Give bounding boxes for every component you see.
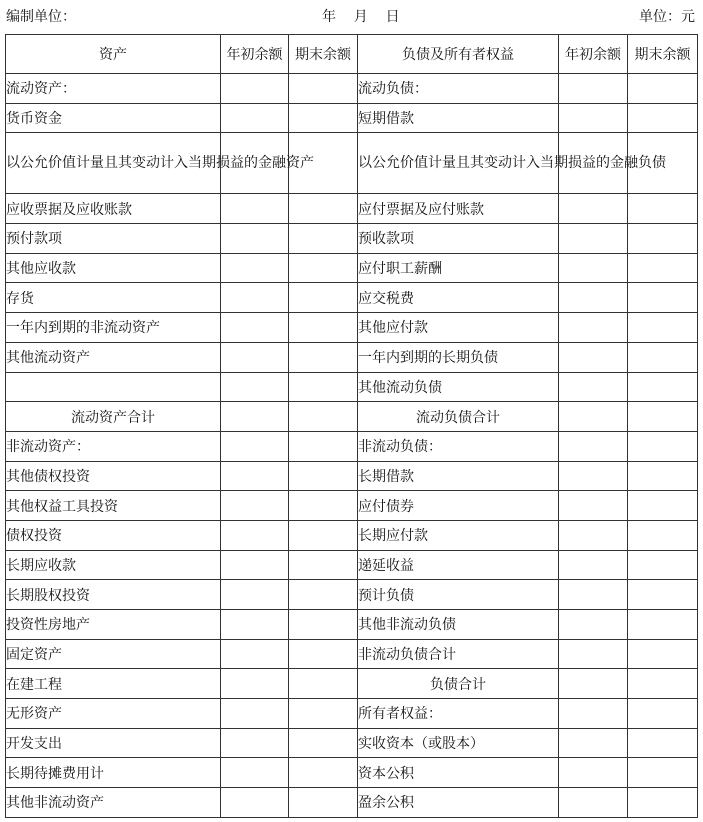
liability-closing-cell (628, 283, 698, 313)
asset-item-label: 以公允价值计量且其变动计入当期损益的金融资产 (6, 133, 221, 194)
asset-opening-cell (221, 74, 289, 104)
table-row (6, 788, 698, 818)
liability-closing-cell (628, 402, 698, 432)
table-row (6, 610, 698, 640)
liability-item-label: 负债合计 (358, 669, 559, 699)
asset-opening-cell (221, 194, 289, 224)
asset-opening-cell (221, 520, 289, 550)
liability-item-label: 应交税费 (358, 283, 559, 313)
asset-item-label: 长期待摊费用计 (6, 758, 221, 788)
table-row (6, 431, 698, 461)
asset-item-label: 一年内到期的非流动资产 (6, 313, 221, 343)
table-row (6, 224, 698, 254)
asset-item-label: 在建工程 (6, 669, 221, 699)
asset-opening-cell (221, 461, 289, 491)
table-row (6, 342, 698, 372)
column-header-opening-balance: 年初余额 (559, 35, 628, 74)
table-row (6, 74, 698, 104)
date-label: 年 月 日 (322, 9, 400, 25)
asset-item-label: 长期股权投资 (6, 580, 221, 610)
asset-opening-cell (221, 224, 289, 254)
asset-closing-cell (289, 194, 358, 224)
liability-item-label: 长期借款 (358, 461, 559, 491)
asset-opening-cell (221, 431, 289, 461)
asset-item-label: 其他应收款 (6, 253, 221, 283)
liability-item-label: 递延收益 (358, 550, 559, 580)
liability-closing-cell (628, 224, 698, 254)
column-header-liabilities-equity: 负债及所有者权益 (358, 35, 559, 74)
liability-closing-cell (628, 669, 698, 699)
asset-closing-cell (289, 342, 358, 372)
asset-opening-cell (221, 788, 289, 818)
asset-closing-cell (289, 103, 358, 133)
liability-item-label: 非流动负债合计 (358, 639, 559, 669)
asset-closing-cell (289, 669, 358, 699)
asset-closing-cell (289, 313, 358, 343)
asset-item-label: 应收票据及应收账款 (6, 194, 221, 224)
liability-opening-cell (559, 639, 628, 669)
asset-closing-cell (289, 758, 358, 788)
asset-closing-cell (289, 699, 358, 729)
table-row (6, 491, 698, 521)
table-row (6, 728, 698, 758)
liability-opening-cell (559, 402, 628, 432)
asset-item-label: 其他债权投资 (6, 461, 221, 491)
asset-opening-cell (221, 550, 289, 580)
liability-closing-cell (628, 253, 698, 283)
liability-item-label: 流动负债： (358, 74, 559, 104)
liability-opening-cell (559, 788, 628, 818)
liability-opening-cell (559, 728, 628, 758)
asset-closing-cell (289, 283, 358, 313)
liability-item-label: 预收款项 (358, 224, 559, 254)
liability-opening-cell (559, 431, 628, 461)
liability-opening-cell (559, 520, 628, 550)
asset-opening-cell (221, 639, 289, 669)
asset-item-label: 流动资产： (6, 74, 221, 104)
liability-closing-cell (628, 342, 698, 372)
asset-item-label: 长期应收款 (6, 550, 221, 580)
liability-opening-cell (559, 461, 628, 491)
asset-opening-cell (221, 342, 289, 372)
asset-item-label: 投资性房地产 (6, 610, 221, 640)
asset-item-label: 其他流动资产 (6, 342, 221, 372)
table-row (6, 520, 698, 550)
liability-opening-cell (559, 550, 628, 580)
asset-opening-cell (221, 253, 289, 283)
asset-opening-cell (221, 699, 289, 729)
liability-closing-cell (628, 639, 698, 669)
liability-item-label: 流动负债合计 (358, 402, 559, 432)
liability-opening-cell (559, 610, 628, 640)
unit-label: 单位：元 (639, 9, 695, 25)
liability-item-label: 应付债券 (358, 491, 559, 521)
liability-closing-cell (628, 728, 698, 758)
asset-opening-cell (221, 372, 289, 402)
liability-opening-cell (559, 253, 628, 283)
liability-item-label: 一年内到期的长期负债 (358, 342, 559, 372)
asset-opening-cell (221, 758, 289, 788)
asset-item-label: 其他权益工具投资 (6, 491, 221, 521)
asset-closing-cell (289, 639, 358, 669)
table-row (6, 402, 698, 432)
liability-opening-cell (559, 103, 628, 133)
column-header-closing-balance: 期末余额 (289, 35, 358, 74)
liability-item-label: 应付职工薪酬 (358, 253, 559, 283)
asset-opening-cell (221, 669, 289, 699)
liability-opening-cell (559, 194, 628, 224)
table-row (6, 699, 698, 729)
table-header-row (6, 35, 698, 74)
asset-item-label: 债权投资 (6, 520, 221, 550)
liability-opening-cell (559, 491, 628, 521)
liability-closing-cell (628, 758, 698, 788)
table-row (6, 758, 698, 788)
asset-closing-cell (289, 728, 358, 758)
liability-item-label: 其他非流动负债 (358, 610, 559, 640)
asset-closing-cell (289, 461, 358, 491)
asset-item-label: 预付款项 (6, 224, 221, 254)
preparer-label: 编制单位： (6, 9, 76, 25)
column-header-closing-balance: 期末余额 (628, 35, 698, 74)
liability-opening-cell (559, 669, 628, 699)
asset-item-label: 其他非流动资产 (6, 788, 221, 818)
table-row (6, 313, 698, 343)
asset-item-label (6, 372, 221, 402)
asset-opening-cell (221, 491, 289, 521)
liability-opening-cell (559, 580, 628, 610)
asset-closing-cell (289, 253, 358, 283)
liability-opening-cell (559, 372, 628, 402)
asset-item-label: 开发支出 (6, 728, 221, 758)
liability-opening-cell (559, 699, 628, 729)
column-header-assets: 资产 (6, 35, 221, 74)
asset-item-label: 固定资产 (6, 639, 221, 669)
asset-opening-cell (221, 728, 289, 758)
liability-item-label: 以公允价值计量且其变动计入当期损益的金融负债 (358, 133, 559, 194)
liability-item-label: 所有者权益： (358, 699, 559, 729)
liability-opening-cell (559, 283, 628, 313)
table-row (6, 639, 698, 669)
table-row (6, 253, 698, 283)
liability-closing-cell (628, 431, 698, 461)
column-header-opening-balance: 年初余额 (221, 35, 289, 74)
liability-opening-cell (559, 74, 628, 104)
liability-item-label: 非流动负债： (358, 431, 559, 461)
asset-closing-cell (289, 520, 358, 550)
table-row (6, 461, 698, 491)
asset-closing-cell (289, 372, 358, 402)
liability-closing-cell (628, 461, 698, 491)
liability-closing-cell (628, 788, 698, 818)
asset-opening-cell (221, 580, 289, 610)
asset-closing-cell (289, 491, 358, 521)
liability-item-label: 预计负债 (358, 580, 559, 610)
table-body (6, 74, 698, 818)
liability-item-label: 实收资本（或股本） (358, 728, 559, 758)
asset-closing-cell (289, 580, 358, 610)
liability-closing-cell (628, 550, 698, 580)
liability-item-label: 资本公积 (358, 758, 559, 788)
asset-opening-cell (221, 402, 289, 432)
liability-item-label: 其他应付款 (358, 313, 559, 343)
table-row (6, 194, 698, 224)
asset-item-label: 货币资金 (6, 103, 221, 133)
asset-closing-cell (289, 402, 358, 432)
liability-closing-cell (628, 74, 698, 104)
liability-item-label: 应付票据及应付账款 (358, 194, 559, 224)
asset-closing-cell (289, 550, 358, 580)
asset-item-label: 无形资产 (6, 699, 221, 729)
liability-closing-cell (628, 491, 698, 521)
asset-closing-cell (289, 224, 358, 254)
liability-closing-cell (628, 372, 698, 402)
liability-opening-cell (559, 342, 628, 372)
table-row (6, 372, 698, 402)
table-row (6, 580, 698, 610)
asset-closing-cell (289, 610, 358, 640)
asset-closing-cell (289, 788, 358, 818)
liability-opening-cell (559, 758, 628, 788)
asset-opening-cell (221, 103, 289, 133)
liability-closing-cell (628, 580, 698, 610)
liability-closing-cell (628, 194, 698, 224)
asset-item-label: 存货 (6, 283, 221, 313)
asset-item-label: 流动资产合计 (6, 402, 221, 432)
asset-opening-cell (221, 283, 289, 313)
liability-item-label: 短期借款 (358, 103, 559, 133)
asset-opening-cell (221, 610, 289, 640)
asset-closing-cell (289, 431, 358, 461)
liability-closing-cell (628, 610, 698, 640)
balance-sheet-table (5, 34, 698, 818)
asset-item-label: 非流动资产： (6, 431, 221, 461)
liability-item-label: 盈余公积 (358, 788, 559, 818)
table-row (6, 283, 698, 313)
asset-closing-cell (289, 74, 358, 104)
liability-item-label: 其他流动负债 (358, 372, 559, 402)
table-row (6, 133, 698, 194)
table-row (6, 103, 698, 133)
liability-closing-cell (628, 520, 698, 550)
liability-closing-cell (628, 313, 698, 343)
table-row (6, 550, 698, 580)
table-row (6, 669, 698, 699)
liability-opening-cell (559, 224, 628, 254)
liability-item-label: 长期应付款 (358, 520, 559, 550)
asset-opening-cell (221, 313, 289, 343)
liability-closing-cell (628, 699, 698, 729)
liability-closing-cell (628, 103, 698, 133)
liability-opening-cell (559, 313, 628, 343)
